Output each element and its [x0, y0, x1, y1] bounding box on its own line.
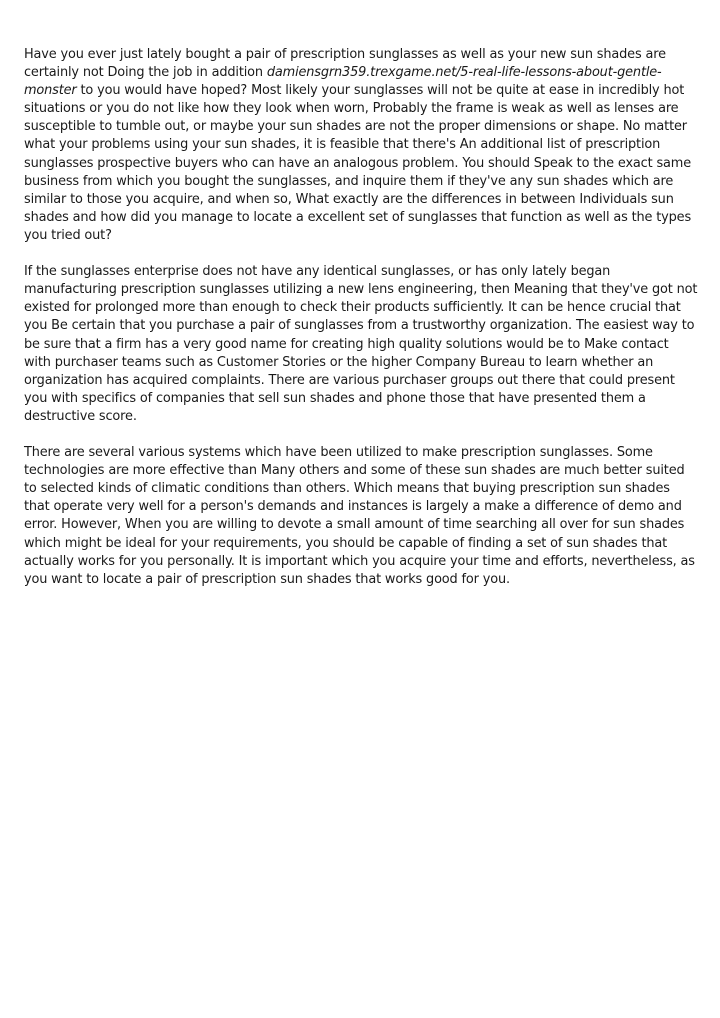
paragraph-1-before-link: Have you ever just lately bought a pair of prescription sunglasses as well as your new sun shades are certainly not Doing the job in addition: [24, 47, 666, 81]
paragraph-1-after-link: to you would have hoped? Most likely your sunglasses will not be quite at ease in incredibly hot situations or you do not like how they look when worn, Probably the frame is weak as well as lenses are susceptible to tumble out, or maybe your sun shades are not the proper dimensions or shape. No matter what your problems using your sun shades, it is feasible that there's An additional list of prescription sunglasses prospective buyers who can have an analogous problem. You should Speak to the exact same business from which you bought the sunglasses, and inquire them if they've any sun shades which are similar to those you acquire, and when so, What exactly are the differences in between Individuals sun shades and how did you manage to locate a excellent set of sunglasses that function as well as the types you tried out?: [24, 83, 692, 243]
paragraph-1: [24, 46, 698, 245]
paragraph-3: There are several various systems which have been utilized to make prescription sunglasses. Some technologies are more effective than Many others and some of these sun shades are much better suited to selected kinds of climatic conditions than others. Which means that buying prescription sun shades that operate very well for a person's demands and instances is largely a make a difference of demo and error. However, When you are willing to devote a small amount of time searching all over for sun shades which might be ideal for your requirements, you should be capable of finding a set of sun shades that actually works for you personally. It is important which you acquire your time and efforts, nevertheless, as you want to locate a pair of prescription sun shades that works good for you.: [24, 445, 695, 587]
paragraph-2: If the sunglasses enterprise does not have any identical sunglasses, or has only lately began manufacturing prescription sunglasses utilizing a new lens engineering, then Meaning that they've got not existed for prolonged more than enough to check their products sufficiently. It can be hence crucial that you Be certain that you purchase a pair of sunglasses from a trustworthy organization. The easiest way to be sure that a firm has a very good name for creating high quality solutions would be to Make contact with purchaser teams such as Customer Stories or the higher Company Bureau to learn whether an organization has acquired complaints. There are various purchaser groups out there that could present you with specifics of companies that sell sun shades and phone those that have presented them a destructive score.: [24, 264, 698, 424]
document-body: [24, 46, 698, 607]
inline-link[interactable]: damiensgrn359.trexgame.net/5-real-life-lessons-about-gentle-monster: [24, 65, 662, 99]
